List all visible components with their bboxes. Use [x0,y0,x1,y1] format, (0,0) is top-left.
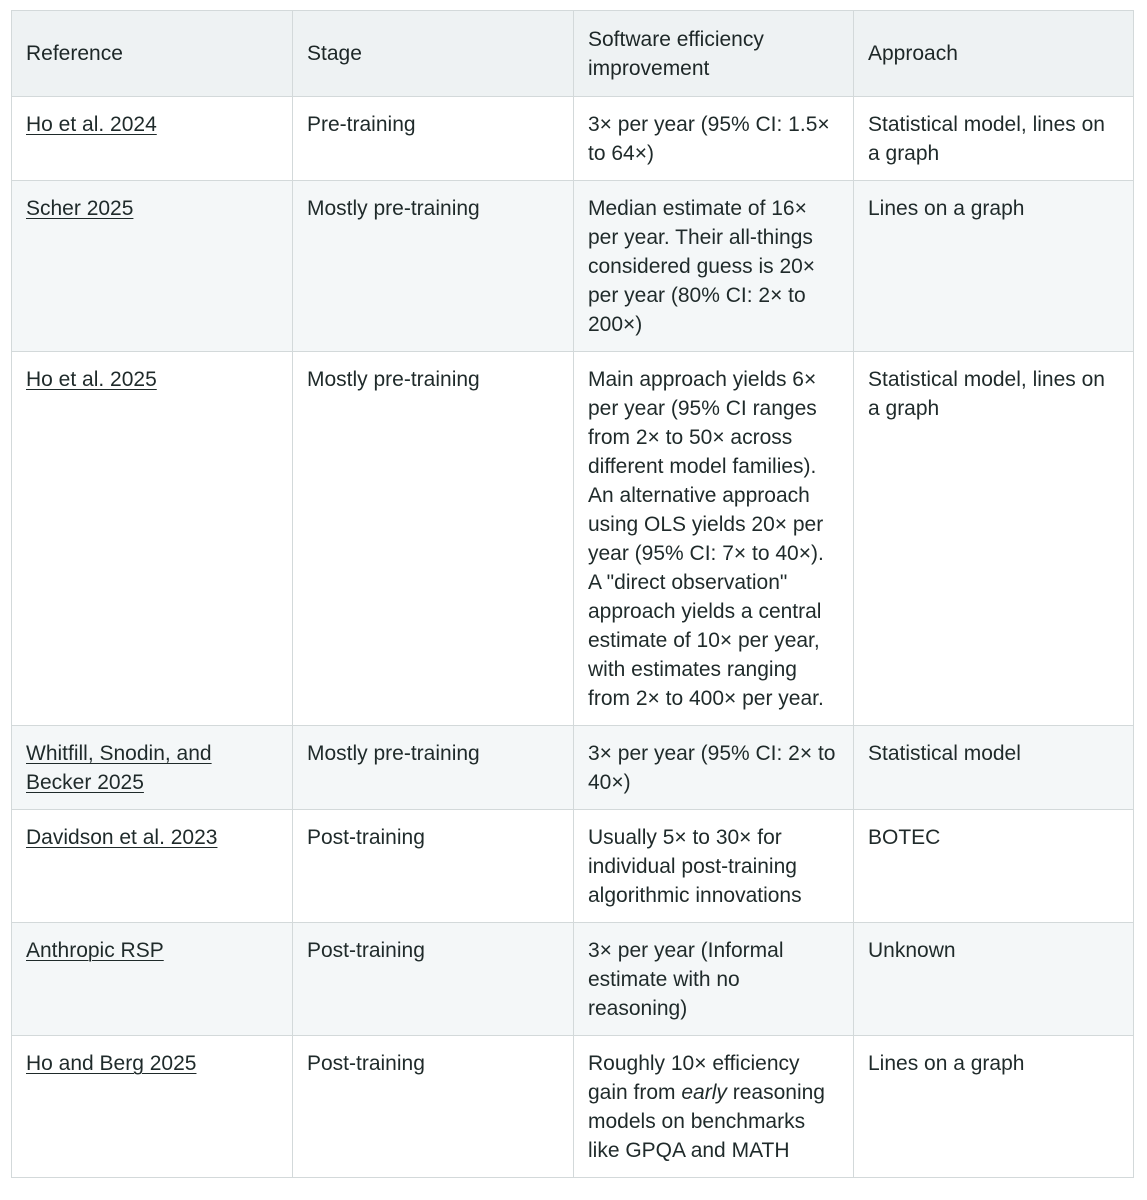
stage-cell: Post-training [293,1036,574,1178]
header-reference: Reference [12,11,293,97]
header-stage: Stage [293,11,574,97]
improvement-text: Roughly 10× efficiency gain from [588,1052,800,1104]
stage-cell: Mostly pre-training [293,726,574,810]
reference-link[interactable]: Ho and Berg 2025 [26,1052,197,1075]
improvement-cell: Usually 5× to 30× for individual post-training algorithmic innovations [574,810,854,923]
stage-cell: Post-training [293,810,574,923]
approach-cell: Statistical model, lines on a graph [854,97,1134,181]
table-row [12,810,1134,923]
table-row [12,726,1134,810]
improvement-cell: 3× per year (Informal estimate with no reasoning) [574,923,854,1036]
reference-cell [12,726,293,810]
table-row [12,181,1134,352]
header-improvement: Software efficiency improvement [574,11,854,97]
reference-cell [12,181,293,352]
approach-cell: Unknown [854,923,1134,1036]
reference-link[interactable]: Ho et al. 2025 [26,368,157,391]
improvement-cell: Median estimate of 16× per year. Their all-things considered guess is 20× per year (80% CI: 2× to 200×) [574,181,854,352]
table-row [12,352,1134,726]
approach-cell: Lines on a graph [854,1036,1134,1178]
table-row [12,1036,1134,1178]
table-row [12,923,1134,1036]
improvement-cell: Main approach yields 6× per year (95% CI ranges from 2× to 50× across different model families). An alternative approach using OLS yields 20× per year (95% CI: 7× to 40×). A "direct observation" approach yields a central estimate of 10× per year, with estimates ranging from 2× to 400× per year. [574,352,854,726]
stage-cell: Post-training [293,923,574,1036]
table-row [12,97,1134,181]
improvement-cell: 3× per year (95% CI: 2× to 40×) [574,726,854,810]
reference-cell [12,97,293,181]
reference-cell [12,810,293,923]
stage-cell: Pre-training [293,97,574,181]
table-header-row [12,11,1134,97]
approach-cell: Statistical model [854,726,1134,810]
header-approach: Approach [854,11,1134,97]
reference-link[interactable]: Whitfill, Snodin, and Becker 2025 [26,742,212,794]
reference-link[interactable]: Davidson et al. 2023 [26,826,218,849]
approach-cell: BOTEC [854,810,1134,923]
reference-link[interactable]: Ho et al. 2024 [26,113,157,136]
approach-cell: Statistical model, lines on a graph [854,352,1134,726]
reference-link[interactable]: Anthropic RSP [26,939,164,962]
reference-cell [12,352,293,726]
improvement-emphasis: early [681,1081,727,1104]
reference-cell [12,1036,293,1178]
stage-cell: Mostly pre-training [293,352,574,726]
improvement-cell: 3× per year (95% CI: 1.5× to 64×) [574,97,854,181]
efficiency-table-container [11,10,1134,1178]
software-efficiency-table [11,10,1134,1178]
improvement-text: reasoning models on benchmarks like GPQA and MATH [588,1081,825,1162]
approach-cell: Lines on a graph [854,181,1134,352]
stage-cell: Mostly pre-training [293,181,574,352]
improvement-cell [574,1036,854,1178]
reference-link[interactable]: Scher 2025 [26,197,134,220]
reference-cell [12,923,293,1036]
